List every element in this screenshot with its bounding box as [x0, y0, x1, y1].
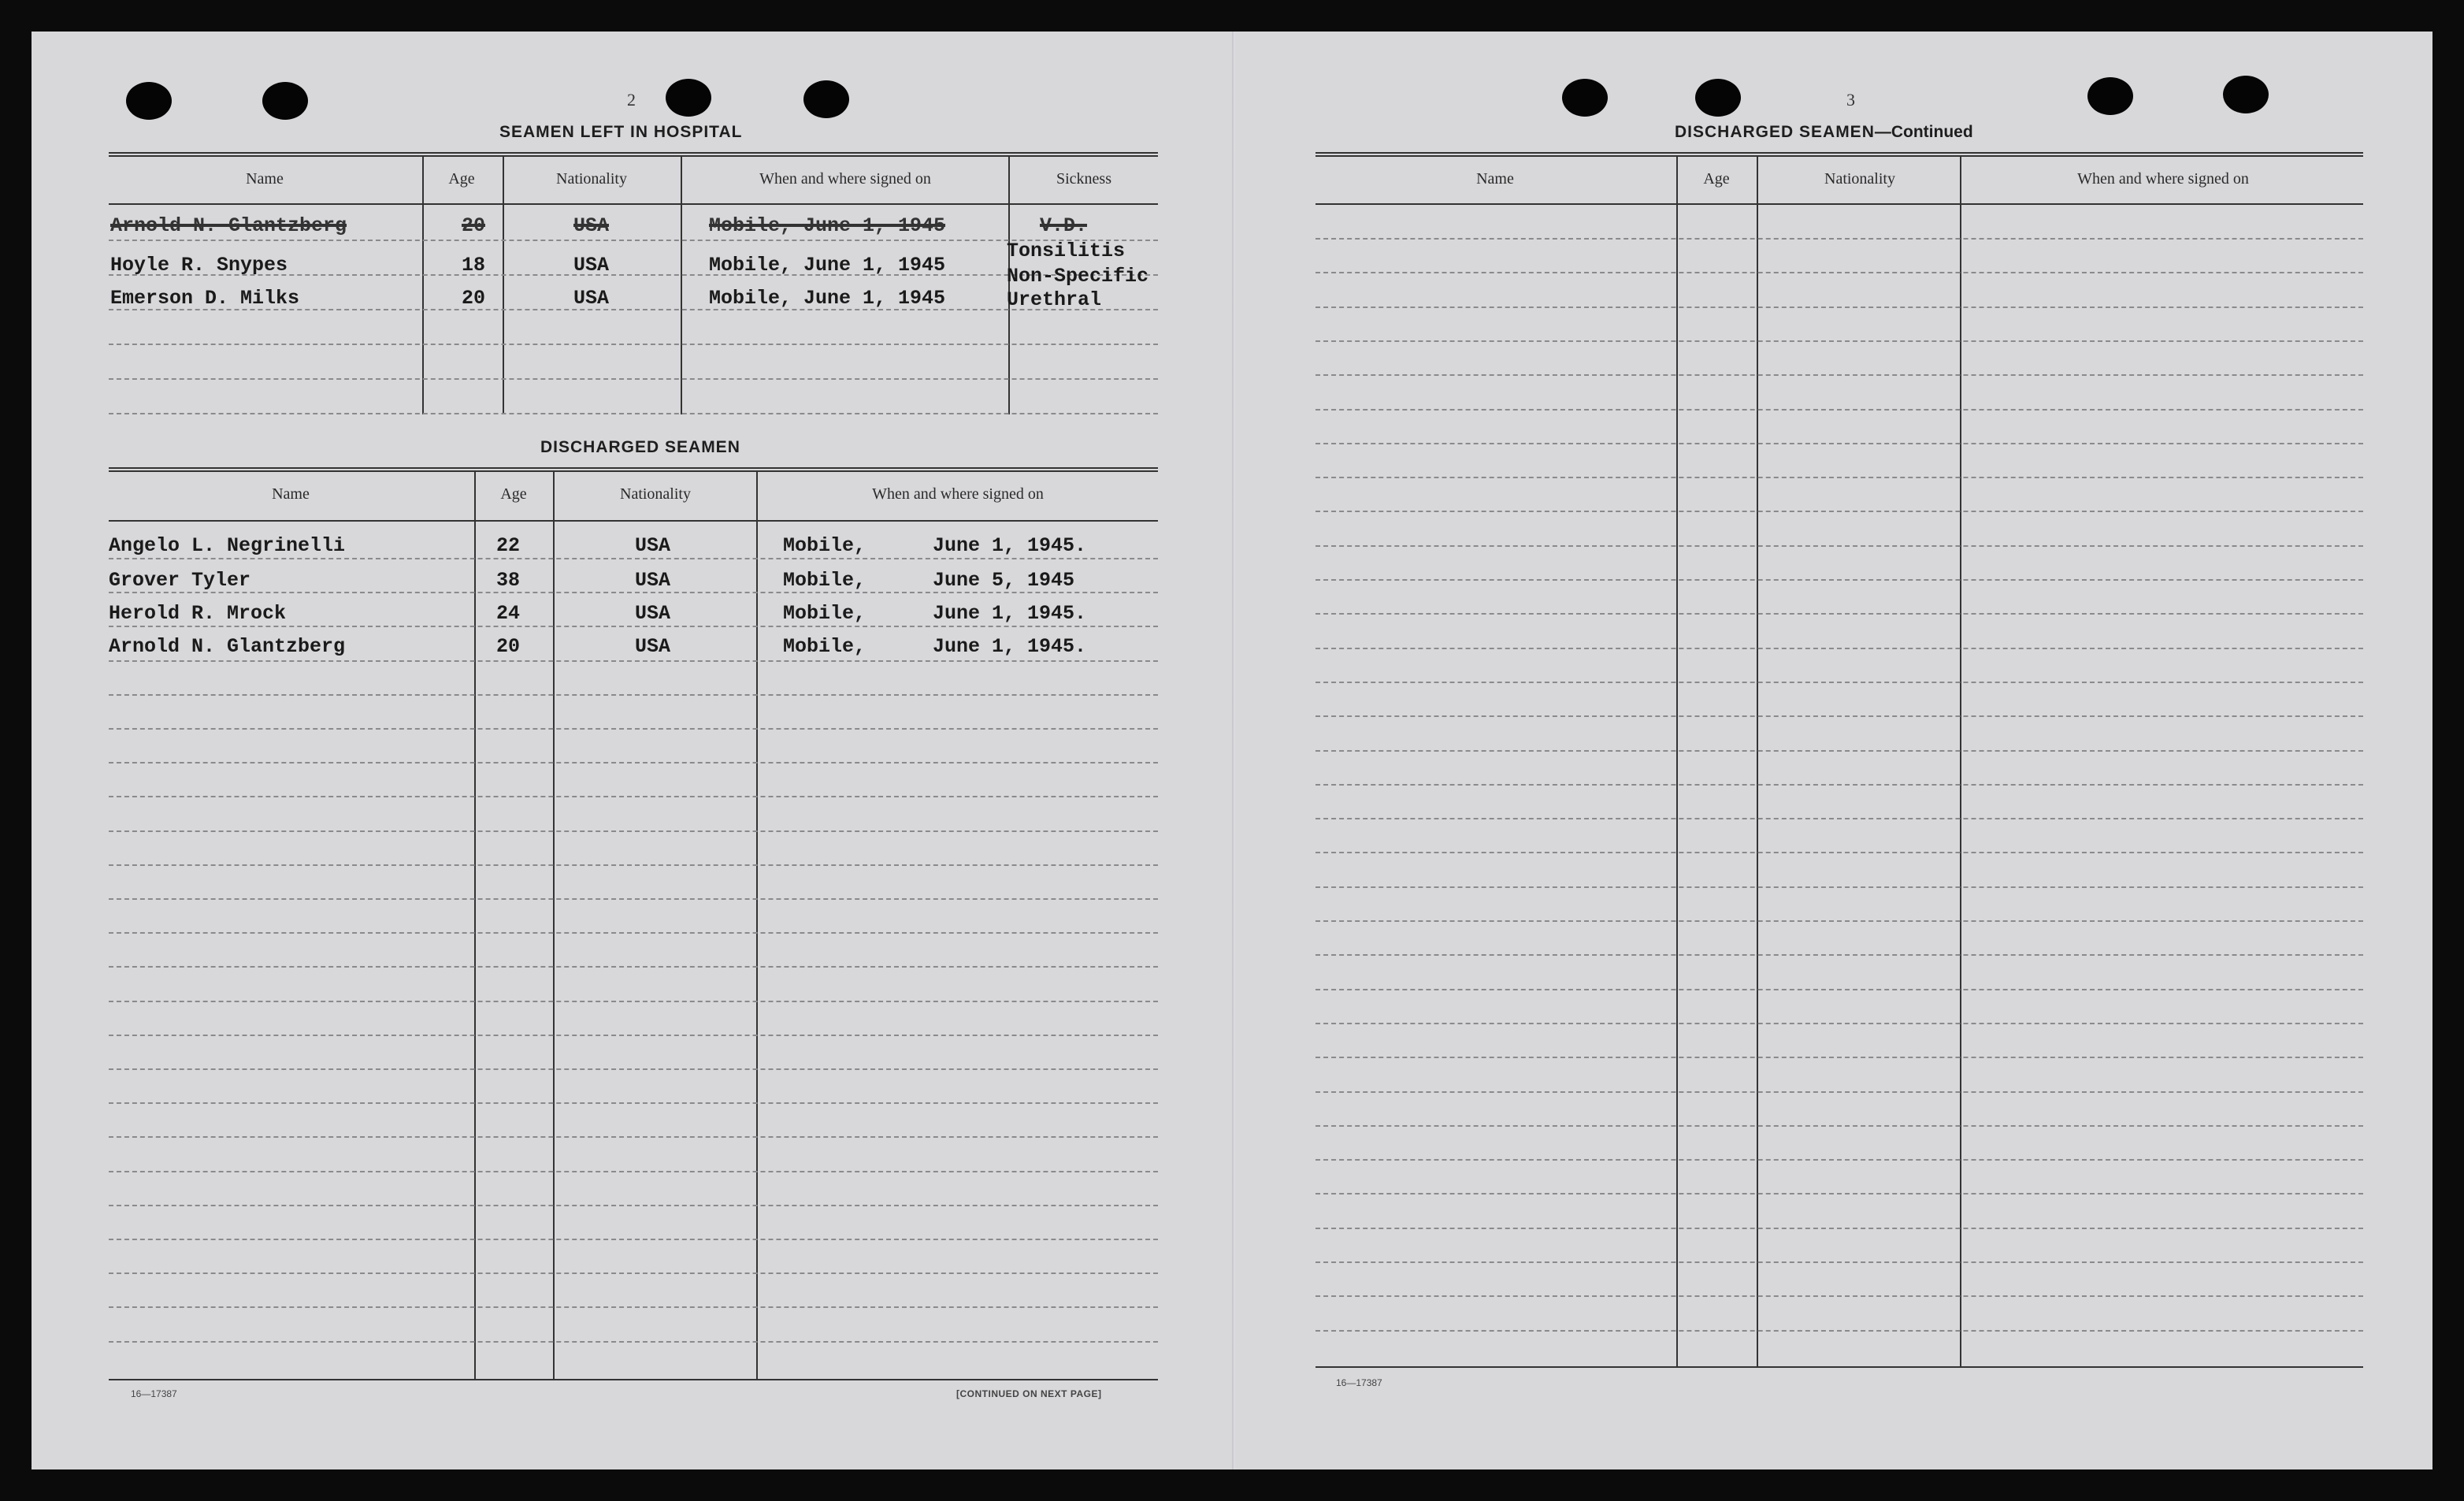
hospital-section-title: SEAMEN LEFT IN HOSPITAL	[499, 123, 743, 141]
column-divider	[422, 156, 424, 414]
discharged-row-name: Herold R. Mrock	[109, 602, 287, 625]
ruled-line	[109, 660, 1158, 662]
ruled-line	[1315, 1330, 2363, 1332]
page-number: 3	[1846, 90, 1855, 110]
rule	[1315, 152, 2363, 157]
punch-hole	[126, 82, 172, 120]
punch-hole	[803, 80, 849, 118]
header-age: Age	[1703, 170, 1730, 188]
rule	[109, 203, 1158, 205]
rule	[109, 467, 1158, 472]
header-name: Name	[246, 170, 284, 188]
discharged-row-age: 20	[496, 635, 521, 658]
hospital-row-nationality: USA	[573, 254, 610, 277]
ruled-line	[1315, 1159, 2363, 1161]
discharged-row-place: Mobile,	[783, 569, 866, 592]
ruled-line	[109, 966, 1158, 968]
discharged-continued-title	[1675, 123, 1973, 142]
ruled-line	[1315, 750, 2363, 752]
hospital-row-age: 18	[462, 254, 486, 277]
ruled-line	[109, 378, 1158, 380]
header-name: Name	[272, 485, 310, 503]
discharged-row-name: Arnold N. Glantzberg	[109, 635, 346, 658]
ruled-line	[109, 1001, 1158, 1002]
ruled-line	[1315, 1261, 2363, 1263]
ruled-line	[109, 728, 1158, 730]
ruled-line	[109, 1239, 1158, 1240]
ruled-line	[1315, 477, 2363, 478]
ruled-line	[109, 796, 1158, 797]
continued-note: [CONTINUED ON NEXT PAGE]	[956, 1388, 1102, 1399]
column-divider	[756, 471, 758, 1379]
header-nationality: Nationality	[620, 485, 691, 503]
column-divider	[1757, 156, 1758, 1368]
ruled-line	[1315, 1228, 2363, 1229]
ruled-line	[1315, 1023, 2363, 1024]
page-fold	[1232, 32, 1235, 1469]
ruled-line	[109, 762, 1158, 764]
ruled-line	[109, 830, 1158, 832]
discharged-row-age: 38	[496, 569, 521, 592]
ruled-line	[1315, 920, 2363, 922]
hospital-row-nationality: USA	[573, 287, 610, 310]
ruled-line	[109, 592, 1158, 593]
punch-hole	[2087, 77, 2133, 115]
hospital-row-name: Emerson D. Milks	[110, 287, 300, 310]
discharged-row-place: Mobile,	[783, 635, 866, 658]
punch-hole	[262, 82, 308, 120]
header-age: Age	[448, 170, 475, 188]
discharged-row-name: Grover Tyler	[109, 569, 251, 592]
punch-hole	[2223, 76, 2269, 113]
hospital-row-name: Hoyle R. Snypes	[110, 254, 288, 277]
discharged-row-name: Angelo L. Negrinelli	[109, 534, 346, 557]
ruled-line	[1315, 545, 2363, 547]
ruled-line	[1315, 1193, 2363, 1194]
ruled-line	[109, 1136, 1158, 1138]
punch-hole	[1562, 79, 1608, 117]
ruled-line	[109, 344, 1158, 345]
header-nationality: Nationality	[1824, 170, 1895, 188]
ruled-line	[109, 1171, 1158, 1172]
ruled-line	[109, 626, 1158, 627]
ruled-line	[1315, 374, 2363, 376]
rule	[109, 152, 1158, 157]
hospital-row-name: Arnold N. Glantzberg	[110, 214, 347, 237]
ruled-line	[109, 1035, 1158, 1036]
form-number: 16—17387	[1336, 1377, 1382, 1388]
rule	[1315, 1366, 2363, 1368]
ruled-line	[1315, 954, 2363, 956]
ruled-line	[109, 413, 1158, 414]
discharged-row-nationality: USA	[635, 602, 671, 625]
discharged-row-date: June 1, 1945.	[933, 534, 1087, 557]
ruled-line	[1315, 409, 2363, 411]
header-nationality: Nationality	[556, 170, 627, 188]
hospital-row-age: 20	[462, 214, 486, 237]
column-divider	[681, 156, 682, 414]
ruled-line	[1315, 784, 2363, 786]
ruled-line	[1315, 989, 2363, 990]
hospital-row-signed-on: Mobile, June 1, 1945	[709, 214, 946, 237]
discharged-row-age: 24	[496, 602, 521, 625]
ruled-line	[109, 864, 1158, 866]
discharged-section-title: DISCHARGED SEAMEN	[540, 438, 740, 456]
rule	[109, 1379, 1158, 1380]
ruled-line	[1315, 511, 2363, 512]
ruled-line	[1315, 238, 2363, 240]
column-divider	[1676, 156, 1678, 1368]
discharged-row-age: 22	[496, 534, 521, 557]
ruled-line	[109, 898, 1158, 900]
discharged-row-place: Mobile,	[783, 534, 866, 557]
header-name: Name	[1476, 170, 1514, 188]
punch-hole	[666, 79, 711, 117]
discharged-row-nationality: USA	[635, 635, 671, 658]
ruled-line	[109, 694, 1158, 696]
hospital-row-signed-on: Mobile, June 1, 1945	[709, 287, 946, 310]
hospital-row-sickness-line2: Urethral	[1007, 288, 1102, 311]
ruled-line	[109, 1273, 1158, 1274]
ruled-line	[1315, 613, 2363, 615]
discharged-row-nationality: USA	[635, 569, 671, 592]
column-divider	[503, 156, 504, 414]
hospital-row-age: 20	[462, 287, 486, 310]
discharged-continued-title-suffix: —Continued	[1874, 123, 1973, 141]
discharged-row-date: June 5, 1945	[933, 569, 1075, 592]
ruled-line	[1315, 340, 2363, 342]
ruled-line	[109, 1341, 1158, 1343]
ruled-line	[1315, 443, 2363, 444]
ruled-line	[109, 1102, 1158, 1104]
hospital-row-sickness: Non-Specific	[1007, 265, 1149, 288]
page-number: 2	[627, 90, 636, 110]
discharged-row-place: Mobile,	[783, 602, 866, 625]
ruled-line	[1315, 1295, 2363, 1297]
rule	[1315, 203, 2363, 205]
discharged-row-date: June 1, 1945.	[933, 635, 1087, 658]
ruled-line	[1315, 852, 2363, 853]
ruled-line	[109, 1205, 1158, 1206]
ruled-line	[1315, 1057, 2363, 1058]
header-signed-on: When and where signed on	[759, 170, 931, 188]
rule	[109, 520, 1158, 522]
header-signed-on: When and where signed on	[2077, 170, 2249, 188]
ruled-line	[109, 1068, 1158, 1070]
ruled-line	[109, 932, 1158, 934]
header-sickness: Sickness	[1056, 170, 1111, 188]
ruled-line	[1315, 886, 2363, 888]
ruled-line	[109, 240, 1158, 241]
ruled-line	[1315, 648, 2363, 649]
hospital-row-sickness: Tonsilitis	[1007, 240, 1126, 262]
hospital-row-nationality: USA	[573, 214, 610, 237]
header-signed-on: When and where signed on	[872, 485, 1044, 503]
punch-hole	[1695, 79, 1741, 117]
ruled-line	[1315, 715, 2363, 717]
ruled-line	[1315, 818, 2363, 819]
hospital-row-signed-on: Mobile, June 1, 1945	[709, 254, 946, 277]
header-age: Age	[500, 485, 527, 503]
hospital-row-sickness: V.D.	[1040, 214, 1088, 237]
discharged-row-date: June 1, 1945.	[933, 602, 1087, 625]
ruled-line	[1315, 579, 2363, 581]
ruled-line	[109, 1306, 1158, 1308]
ruled-line	[1315, 682, 2363, 683]
ruled-line	[1315, 1091, 2363, 1093]
column-divider	[1960, 156, 1961, 1368]
ruled-line	[109, 558, 1158, 559]
discharged-row-nationality: USA	[635, 534, 671, 557]
column-divider	[474, 471, 476, 1379]
ruled-line	[1315, 1125, 2363, 1127]
ruled-line	[1315, 307, 2363, 308]
ruled-line	[1315, 272, 2363, 273]
column-divider	[553, 471, 555, 1379]
discharged-continued-title-main: DISCHARGED SEAMEN	[1675, 123, 1875, 141]
form-number: 16—17387	[131, 1388, 177, 1399]
